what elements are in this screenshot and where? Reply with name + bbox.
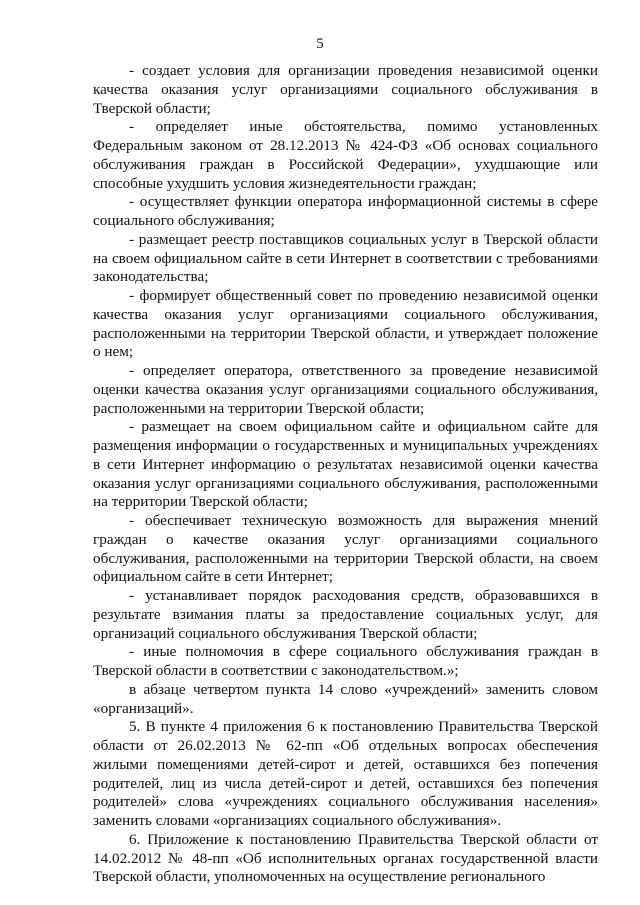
paragraph-1: - создает условия для организации проведения независимой оценки качества оказания услуг организациями социального обслуживания в Тверской области;: [93, 62, 598, 117]
document-body: [93, 62, 598, 887]
paragraph-8: - обеспечивает техническую возможность для выражения мнений граждан о качестве оказания услуг организациями социального обслуживания, расположенными на территории Тверской области, на своем официальном сайте в сети Интернет;: [93, 512, 598, 586]
paragraph-12: 5. В пункте 4 приложения 6 к постановлению Правительства Тверской области от 26.02.2013 № 62-пп «Об отдельных вопросах обеспечения жилыми помещениями детей-сирот и детей, оставшихся без попечения родителей, лиц из числа детей-сирот и детей, оставшихся без попечения родителей» слова «учреждениях социального обслуживания населения» заменить словами «организациях социального обслуживания».: [93, 718, 598, 829]
paragraph-11: в абзаце четвертом пункта 14 слово «учреждений» заменить словом «организаций».: [93, 680, 598, 717]
paragraph-2: - определяет иные обстоятельства, помимо установленных Федеральным законом от 28.12.2013 № 424-ФЗ «Об основах социального обслуживания граждан в Российской Федерации», ухудшающие или способные ухудшить условия жизнедеятельности граждан;: [93, 118, 598, 192]
paragraph-3: - осуществляет функции оператора информационной системы в сфере социального обслуживания;: [93, 193, 598, 229]
paragraph-10: - иные полномочия в сфере социального обслуживания граждан в Тверской области в соответствии с законодательством.»;: [93, 643, 598, 679]
paragraph-6: - определяет оператора, ответственного за проведение независимой оценки качества оказания услуг организациями социального обслуживания, расположенными на территории Тверской области;: [93, 362, 598, 417]
paragraph-4: - размещает реестр поставщиков социальных услуг в Тверской области на своем официальном сайте в сети Интернет в соответствии с требованиями законодательства;: [93, 230, 598, 286]
paragraph-7: - размещает на своем официальном сайте и официальном сайте для размещения информации о государственных и муниципальных учреждениях в сети Интернет информацию о результатах независимой оценки качества оказания услуг организациями социального обслуживания, расположенными на территории Тверской области;: [93, 418, 598, 511]
paragraph-5: - формирует общественный совет по проведению независимой оценки качества оказания услуг организациями социального обслуживания, расположенными на территории Тверской области, и утверждает положение о нем;: [93, 287, 598, 361]
paragraph-9: - устанавливает порядок расходования средств, образовавшихся в результате взимания платы за предоставление социальных услуг, для организаций социального обслуживания Тверской области;: [93, 587, 598, 642]
page-number: 5: [316, 36, 324, 52]
paragraph-13: 6. Приложение к постановлению Правительства Тверской области от 14.02.2012 № 48-пп «Об исполнительных органах государственной власти Тверской области, уполномоченных на осуществление регионального: [93, 830, 598, 886]
